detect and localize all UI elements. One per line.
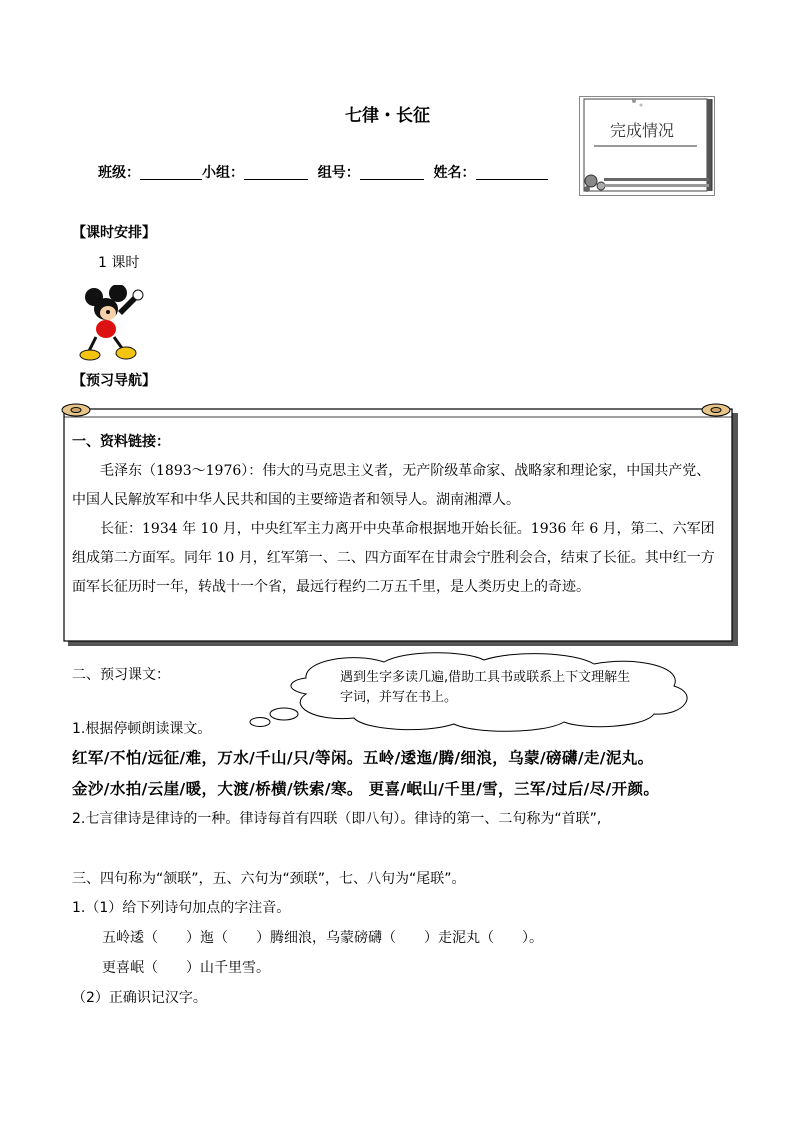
completion-status-card [579,96,715,196]
class-field[interactable] [140,165,202,180]
group-label: 小组： [202,165,244,181]
number-field[interactable] [360,165,424,180]
section2-heading: 二、预习课文： [72,667,170,683]
poem-line-1: 红军/不怕/远征/难，万水/千山/只/等闲。五岭/逶迤/腾/细浪，乌蒙/磅礴/走/泥丸。 [72,749,654,767]
tip-cloud-text: 遇到生字多读几遍,借助工具书或联系上下文理解生字词，并写在书上。 [340,670,631,705]
schedule-heading: 【课时安排】 [72,225,156,241]
resource-content [72,428,724,602]
student-info-row [98,162,548,182]
resource-paragraph-long-march: 长征：1934 年 10 月，中央红军主力离开中央革命根据地开始长征。1936 年 6 月，第二、六军团组成第二方面军。同年 10 月，红军第一、二、四方面军在甘肃会宁胜利会合，结束了长征。其中红一方面军长征历时一年，转战十一个省，最远行程约二万五千里，是人类历史上的奇迹。 [72,521,715,595]
question-1-2: （2）正确识记汉字。 [72,990,207,1006]
class-label: 班级： [98,165,140,181]
resource-heading: 一、资料链接： [72,434,170,450]
group-field[interactable] [244,165,308,180]
completion-status-label: 完成情况 [610,121,675,140]
section3-heading: 三、四句称为“颔联”，五、六句为“颈联”，七、八句为“尾联”。 [72,871,466,887]
schedule-value: 1 课时 [98,255,140,271]
page-title: 七律・长征 [345,106,430,126]
name-field[interactable] [476,165,548,180]
cartoon-mouse-illustration [78,285,148,361]
number-label: 组号： [317,165,360,181]
phonetic-exercise-line-1: 五岭逶（ ）迤（ ）腾细浪，乌蒙磅礴（ ）走泥丸（ ）。 [102,930,543,946]
regulated-verse-note: 2.七言律诗是律诗的一种。律诗每首有四联（即八句）。律诗的第一、二句称为“首联”, [72,811,602,827]
poem-line-2: 金沙/水拍/云崖/暖，大渡/桥横/铁索/寒。 更喜/岷山/千里/雪，三军/过后/尽/开颜。 [72,780,660,798]
resource-paragraph-mao: 毛泽东（1893～1976）：伟大的马克思主义者，无产阶级革命家、战略家和理论家，中国共产党、中国人民解放军和中华人民共和国的主要缔造者和领导人。湖南湘潭人。 [72,463,711,508]
phonetic-exercise-line-2: 更喜岷（ ）山千里雪。 [102,960,270,976]
preview-heading: 【预习导航】 [72,373,156,389]
reading-instruction: 1.根据停顿朗读课文。 [72,721,212,737]
name-label: 姓名： [433,165,476,181]
question-1-1: 1.（1）给下列诗句加点的字注音。 [72,900,291,916]
